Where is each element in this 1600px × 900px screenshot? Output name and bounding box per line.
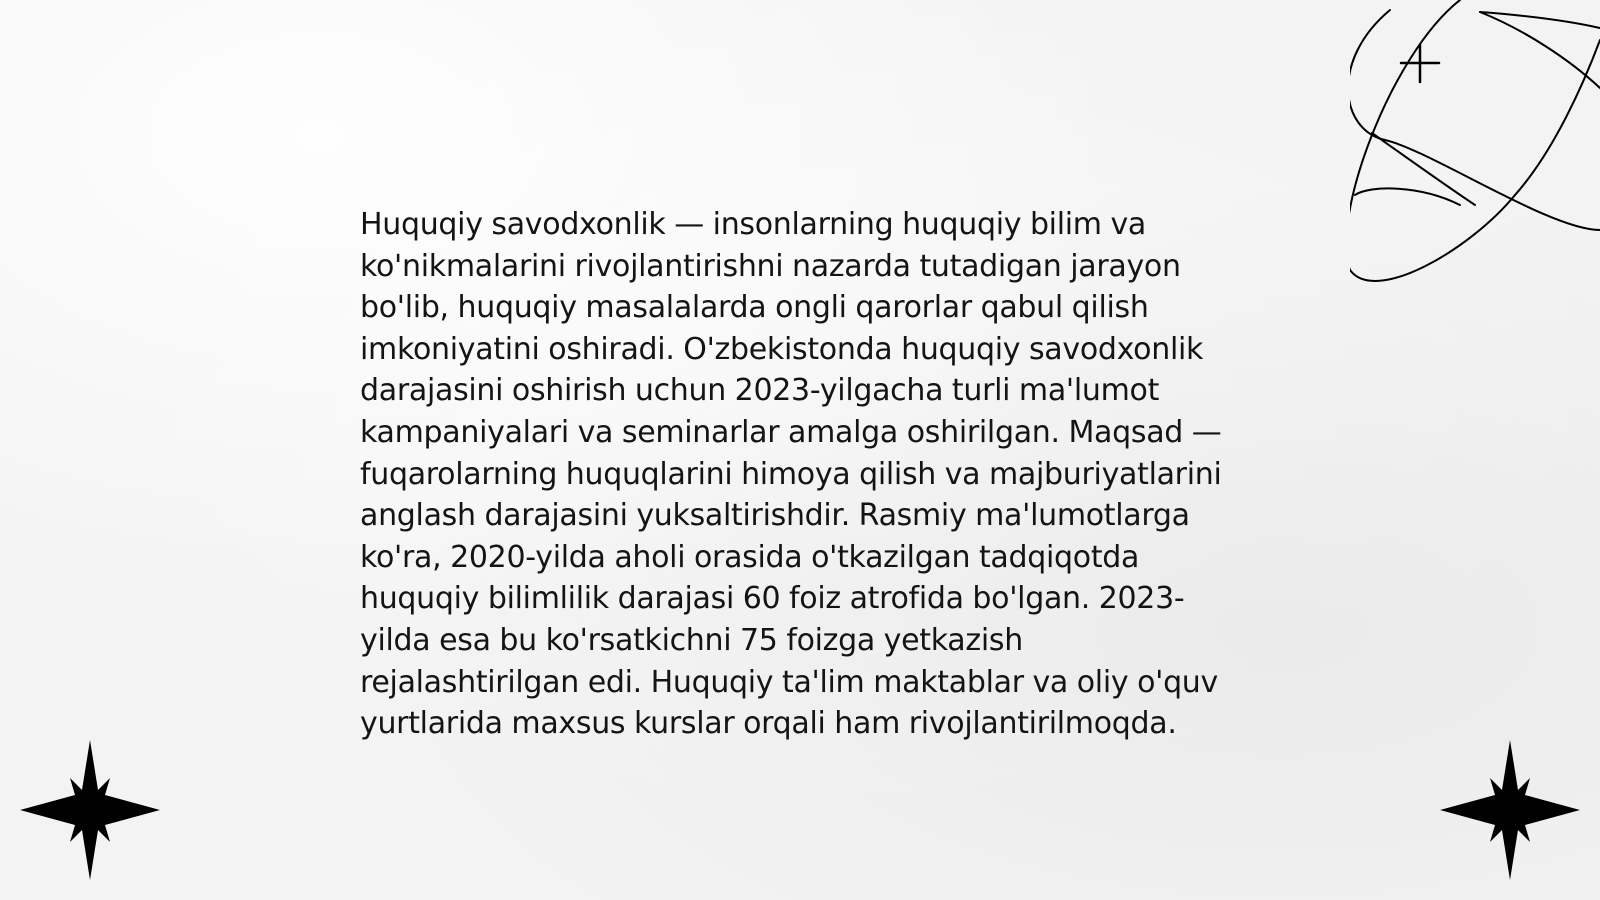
four-point-star-icon [1440, 740, 1580, 880]
four-point-star-icon [20, 740, 160, 880]
orbit-sparkle-icon [1350, 0, 1600, 290]
body-paragraph: Huquqiy savodxonlik — insonlarning huquqiy bilim va ko'nikmalarini rivojlantirishni nazarda tutadigan jarayon bo'lib, huquqiy masalalarda ongli qarorlar qabul qilish imkoniyatini oshiradi. O'zbekistonda huquqiy savodxonlik darajasini oshirish uchun 2023-yilgacha turli ma'lumot kampaniyalari va seminarlar amalga oshirilgan. Maqsad — fuqarolarning huquqlarini himoya qilish va majburiyatlarini anglash darajasini yuksaltirishdir. Rasmiy ma'lumotlarga ko'ra, 2020-yilda aholi orasida o'tkazilgan tadqiqotda huquqiy bilimlilik darajasi 60 foiz atrofida bo'lgan. 2023-yilda esa bu ko'rsatkichni 75 foizga yetkazish rejalashtirilgan edi. Huquqiy ta'lim maktablar va oliy o'quv yurtlarida maxsus kurslar orqali ham rivojlantirilmoqda. [360, 207, 1222, 742]
